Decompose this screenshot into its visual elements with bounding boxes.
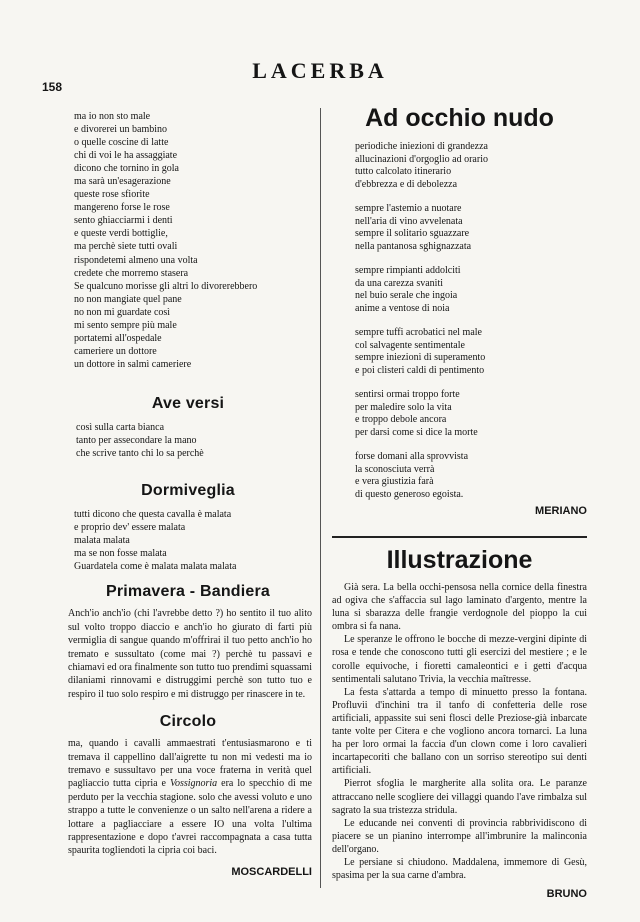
poem-line: la sconosciuta verrà — [355, 463, 435, 475]
column-divider — [320, 108, 321, 888]
paragraph: Le speranze le offrono le bocche di mezze-vergini dipinte di rosa e tende che conoscono tutti gli esercizi del mestiere ; e le corolle equivoche, i fioretti camaleontici e i getti d'acqua sentimentali salutano Trivia, la vecchia maîtresse. — [332, 634, 587, 685]
poem-line: e queste verdi bottiglie, — [74, 228, 168, 240]
poem-line: ma sarà un'esagerazione — [74, 176, 171, 188]
poem-line: o quelle coscine di latte — [74, 137, 169, 149]
ad-occhio-nudo-title: Ad occhio nudo — [365, 104, 554, 132]
poem-line: allucinazioni d'orgoglio ad orario — [355, 153, 488, 165]
stanza — [355, 265, 587, 315]
poem-line: e divorerei un bambino — [74, 124, 168, 136]
signature-meriano: MERIANO — [535, 505, 587, 517]
text-run: era lo specchio di me perduto per la vecchia stagione. solo che avessi voluto e uno strappo a tutte le convenienze o un salto nell'arena a ridere a lottare a pagliacciare a essere IO una volta l'ultima rappresentazione e dopo t'avrei raccompagnata a casa tutta spaurita togliendoti la cipria coi baci. — [68, 778, 312, 857]
stanza — [355, 141, 587, 191]
poem-line: tanto per assecondare la mano — [76, 434, 197, 446]
poem-line: sempre rimpianti addolciti — [355, 265, 461, 276]
poem-line: e troppo debole ancora — [355, 414, 447, 425]
poem-line: e vera giustizia farà — [355, 476, 434, 487]
poem-line: queste rose sfiorite — [74, 189, 150, 201]
illustrazione-text — [332, 581, 587, 882]
illustrazione-title: Illustrazione — [386, 546, 533, 574]
paragraph: Già sera. La bella occhi-pensosa nella cornice della finestra ad ogiva che s'affaccia sul lago laminato d'argento, mentre la luna si sbarazza delle frangie verdognole del pioppo la cui ombra si fa nana. — [332, 582, 587, 633]
poem-line: Se qualcuno morisse gli altri lo divorerebbero — [74, 280, 258, 292]
poem-line: nell'aria di vino avvelenata — [355, 215, 463, 227]
poem-line: ma se non fosse malata — [74, 548, 167, 560]
poem-line: no non mi guardate così — [74, 306, 171, 318]
paragraph: Le educande nei conventi di provincia rabbrividiscono di piacere se un pianino interrompe all'imbrunire la malinconia dell'organo. — [332, 817, 587, 855]
poem-line: da una carezza svaniti — [355, 277, 444, 289]
poem-line: tutti dicono che questa cavalla è malata — [74, 509, 232, 521]
poem-line: no non mangiate quel pane — [74, 293, 182, 305]
dormiveglia-poem — [74, 508, 312, 573]
poem-line: sempre tuffi acrobatici nel male — [355, 327, 482, 338]
stanza — [355, 327, 587, 377]
poem-line: d'ebbrezza e di debolezza — [355, 178, 458, 190]
poem-line: forse domani alla sprovvista — [355, 451, 469, 462]
poem-line: anime a ventose di noia — [355, 302, 450, 314]
paragraph: La festa s'attarda a tempo di minuetto presso la fontana. Profluvii d'inchini tra il tanfo di confetteria delle rose artificiali, appassite sui seni flosci delle Preziose-già inbarcate tante volte per Citera e che vogliono ancora tornarci. La luna ha per loro ormai la faccia d'un clown come i loro cavalieri incartapecoriti che ballano con un sorriso stereotipo sui denti artificiali. — [332, 686, 587, 777]
paragraph — [68, 737, 312, 858]
primavera-title: Primavera - Bandiera — [105, 583, 271, 601]
paragraph: Anch'io anch'io (chi l'avrebbe detto ?) ho sentito il tuo alito sul volto troppo diaccio e anch'io ho giurato di farti più vermiglia di sangue quando m'offrirai il tuo petto anch'io ho tremato e sussultato (come mai ?) perchè tu passavi e chiamavi ed ora finalmente son tutto tuo prendimi squassami dilaniami rinnovami e distruggimi perchè son tutto tuo e respiro il tuo solo respiro e mi distruggo per rinascere in te. — [68, 608, 312, 700]
poem-line: ma io non sto male — [74, 111, 151, 122]
ad-occhio-nudo-poem — [355, 141, 587, 501]
ave-versi-title: Ave versi — [151, 394, 225, 412]
masthead: LACERBA — [252, 58, 388, 83]
poem-line: per maledire solo la vita — [355, 401, 452, 413]
poem-line: che scrive tanto chi lo sa perchè — [76, 448, 204, 460]
poem-line: dicono che tornino in gola — [74, 163, 179, 175]
poem-line: di questo generoso egoista. — [355, 488, 464, 500]
poem-line: mi sento sempre più male — [74, 319, 177, 331]
poem-line: così sulla carta bianca — [76, 421, 165, 433]
left-column — [64, 110, 312, 878]
poem-line: sentirsi ormai troppo forte — [355, 389, 460, 400]
italic-word: Vossignoria — [169, 778, 218, 790]
poem-line: cameriere un dottore — [74, 345, 157, 357]
text-run: ma, quando i cavalli ammaestrati t'entusiasmarono e ti tremava il cappellino dall'aigrette tu non mi vedesti ma io tremavo e sussultavo per una voce fraterna in verità quel pagliaccio tutta cipria e — [68, 738, 312, 790]
stanza — [355, 451, 587, 501]
dormiveglia-title: Dormiveglia — [141, 482, 235, 500]
stanza — [355, 203, 587, 253]
poem-line: tutto calcolato itinerario — [355, 166, 452, 177]
poem-line: sempre l'astemio a nuotare — [355, 203, 462, 214]
circolo-title: Circolo — [159, 713, 217, 731]
stanza — [355, 389, 587, 439]
poem-line: sempre iniezioni di superamento — [355, 352, 486, 363]
poem-line: mangereno forse le rose — [74, 202, 170, 214]
poem-line: chi di voi le ha assaggiate — [74, 150, 178, 162]
poem-line: nel buio serale che ingoia — [355, 290, 458, 301]
opening-poem — [74, 110, 312, 371]
poem-line: credete che morremo stasera — [74, 267, 189, 279]
primavera-text — [68, 607, 312, 701]
signature-moscardelli: MOSCARDELLI — [231, 865, 312, 878]
poem-line: per darsi come si dice la morte — [355, 426, 478, 438]
poem-line: malata malata — [74, 535, 130, 547]
poem-line: col salvagente sentimentale — [355, 339, 465, 351]
poem-line: portatemi all'ospedale — [74, 332, 162, 344]
ave-versi-poem — [76, 421, 312, 460]
paragraph: Le persiane si chiudono. Maddalena, immemore di Gesù, spasima per la sua carne d'ambra. — [332, 856, 587, 882]
poem-line: e proprio dev' essere malata — [74, 522, 186, 534]
signature-bruno: BRUNO — [546, 888, 587, 901]
poem-line: sento ghiacciarmi i denti — [74, 215, 173, 227]
poem-line: rispondetemi almeno una volta — [74, 254, 198, 266]
poem-line: ma perchè siete tutti ovali — [74, 241, 178, 253]
poem-line: Guardatela come è malata malata malata — [74, 561, 237, 573]
poem-line: sempre il solitario sguazzare — [355, 228, 470, 239]
poem-line: periodiche iniezioni di grandezza — [355, 141, 488, 152]
poem-line: nella pantanosa sghignazzata — [355, 240, 472, 252]
paragraph: Pierrot sfoglia le margherite alla solita ora. Le paranze attraccano nelle scogliere dei villaggi quando l'ave rimbalza sul sagrato la sua tristezza stridula. — [332, 778, 587, 816]
poem-line: e poi clisteri caldi di pentimento — [355, 364, 485, 376]
section-divider — [332, 536, 587, 538]
poem-line: un dottore in salmì cameriere — [74, 358, 192, 370]
right-column — [332, 104, 587, 900]
page-number: 158 — [42, 80, 63, 94]
circolo-text — [68, 737, 312, 858]
